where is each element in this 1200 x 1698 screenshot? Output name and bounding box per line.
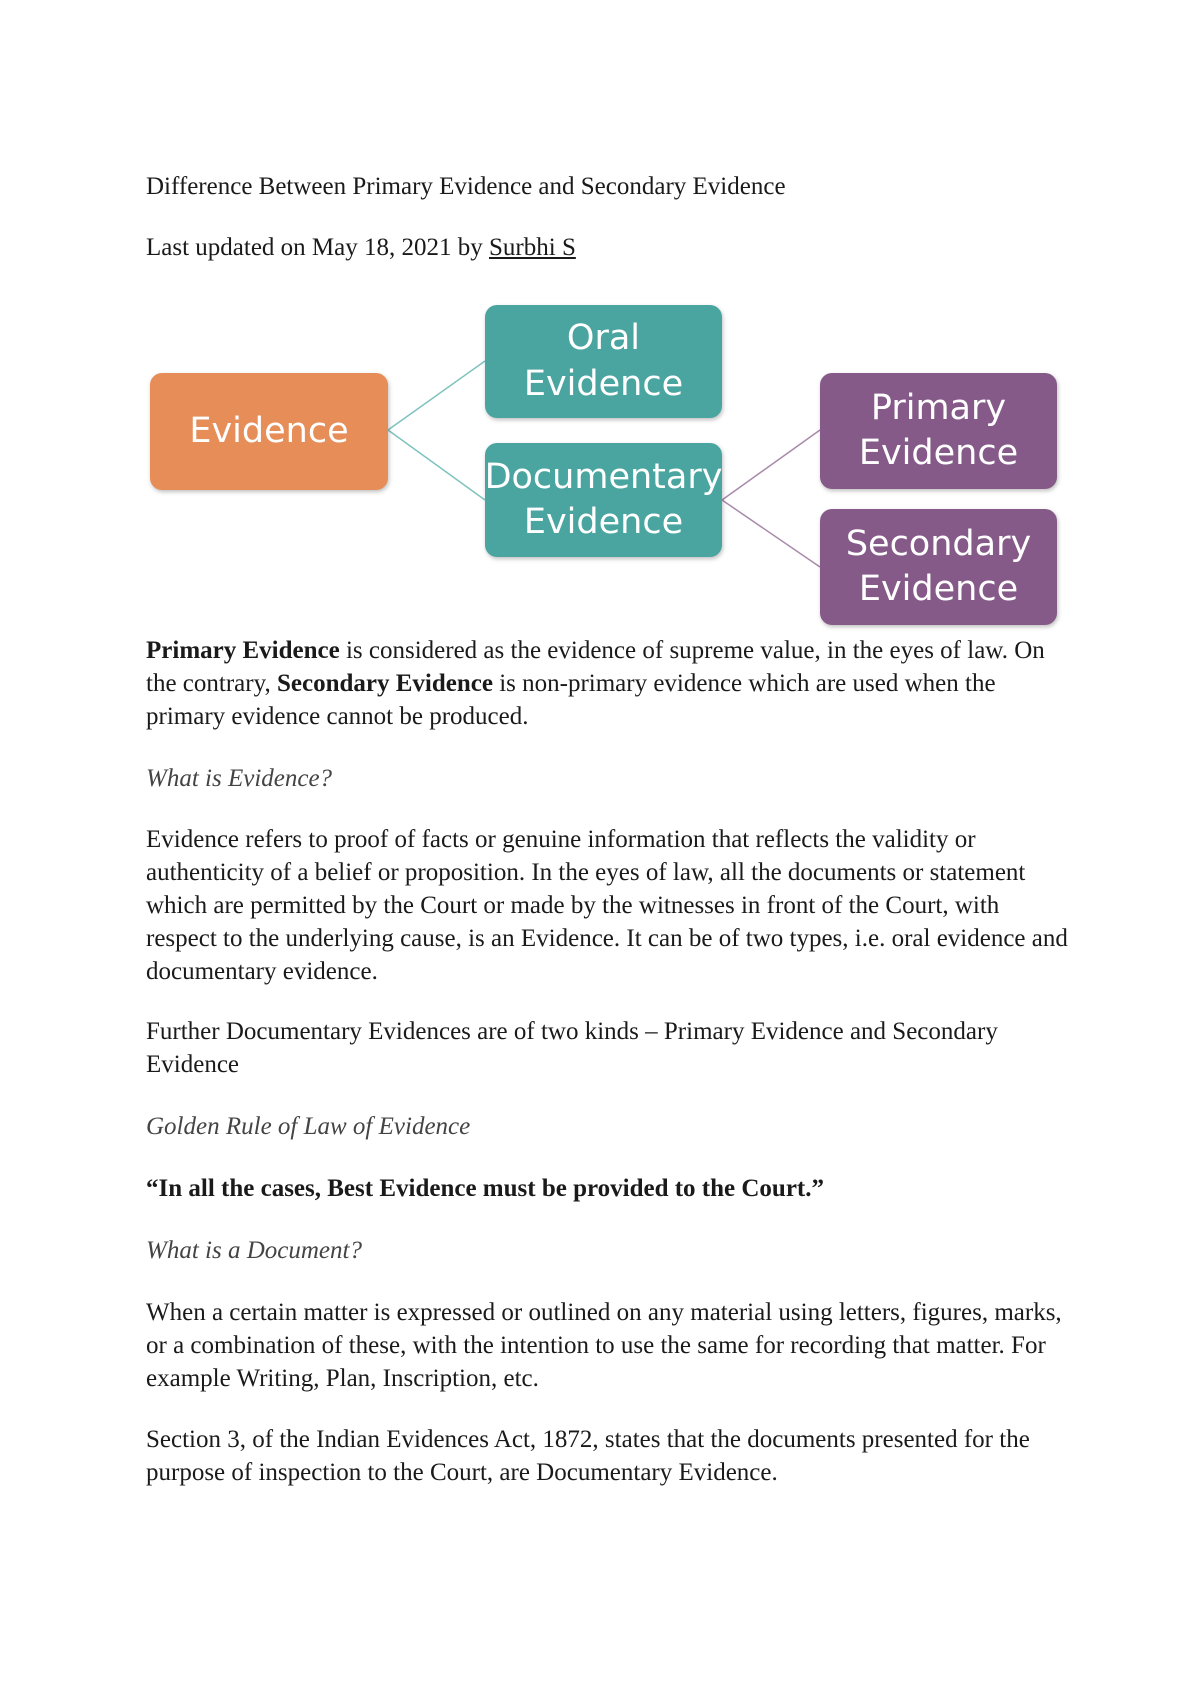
node-primary-line2: Evidence bbox=[858, 433, 1019, 473]
node-evidence-label: Evidence bbox=[189, 410, 349, 451]
intro-text-2: is non-primary evidence which are used when the primary evidence cannot be produced. bbox=[146, 670, 996, 730]
meta-date: Last updated on May 18, 2021 by bbox=[146, 234, 490, 261]
connector-evidence-oral bbox=[388, 361, 485, 430]
node-oral-line2: Evidence bbox=[523, 363, 684, 404]
node-primary-line1: Primary bbox=[870, 387, 1007, 428]
intro-bold-secondary: Secondary Evidence bbox=[276, 670, 493, 697]
node-documentary-evidence bbox=[485, 443, 722, 557]
node-primary-evidence bbox=[820, 373, 1057, 489]
node-documentary-line1: Documentary bbox=[484, 456, 723, 497]
golden-rule-quote: “In all the cases, Best Evidence must be provided to the Court.” bbox=[146, 1175, 825, 1202]
intro-text-1: is considered as the evidence of supreme value, in the eyes of law. On the contrary, bbox=[146, 637, 1045, 697]
author-link[interactable]: Surbhi S bbox=[489, 234, 576, 261]
node-oral-line1: Oral bbox=[566, 318, 641, 358]
evidence-diagram bbox=[150, 300, 1060, 630]
node-secondary-evidence bbox=[820, 509, 1057, 625]
section3-paragraph: Section 3, of the Indian Evidences Act, 1872, states that the documents presented for the purpose of inspection to the Court, are Documentary Evidence. bbox=[146, 1426, 1030, 1486]
node-evidence bbox=[150, 373, 388, 490]
connector-documentary-primary bbox=[722, 430, 820, 500]
intro-paragraph bbox=[146, 634, 1076, 733]
document-paragraph: When a certain matter is expressed or outlined on any material using letters, figures, marks, or a combination of these, with the intention to use the same for recording that matter. For example Writing, Plan, Inscription, etc. bbox=[146, 1299, 1062, 1392]
evidence-paragraph: Evidence refers to proof of facts or genuine information that reflects the validity or authenticity of a belief or proposition. In the eyes of law, all the documents or statement which are permitted by the Court or made by the witnesses in front of the Court, with respect to the underlying cause, is an Evidence. It can be of two types, i.e. oral evidence and documentary evidence. bbox=[146, 826, 1068, 985]
connector-documentary-secondary bbox=[722, 500, 820, 567]
page-title: Difference Between Primary Evidence and Secondary Evidence bbox=[146, 173, 786, 200]
connector-evidence-documentary bbox=[388, 430, 485, 500]
heading-what-is-document: What is a Document? bbox=[146, 1237, 362, 1264]
further-paragraph: Further Documentary Evidences are of two kinds – Primary Evidence and Secondary Evidence bbox=[146, 1018, 998, 1078]
intro-bold-primary: Primary Evidence bbox=[146, 637, 340, 664]
node-secondary-line2: Evidence bbox=[858, 569, 1019, 609]
node-secondary-line1: Secondary bbox=[845, 523, 1032, 564]
heading-golden-rule: Golden Rule of Law of Evidence bbox=[146, 1113, 471, 1140]
heading-what-is-evidence: What is Evidence? bbox=[146, 765, 333, 792]
node-oral-evidence bbox=[485, 305, 722, 418]
node-documentary-line2: Evidence bbox=[523, 502, 684, 542]
article-meta bbox=[146, 234, 576, 262]
